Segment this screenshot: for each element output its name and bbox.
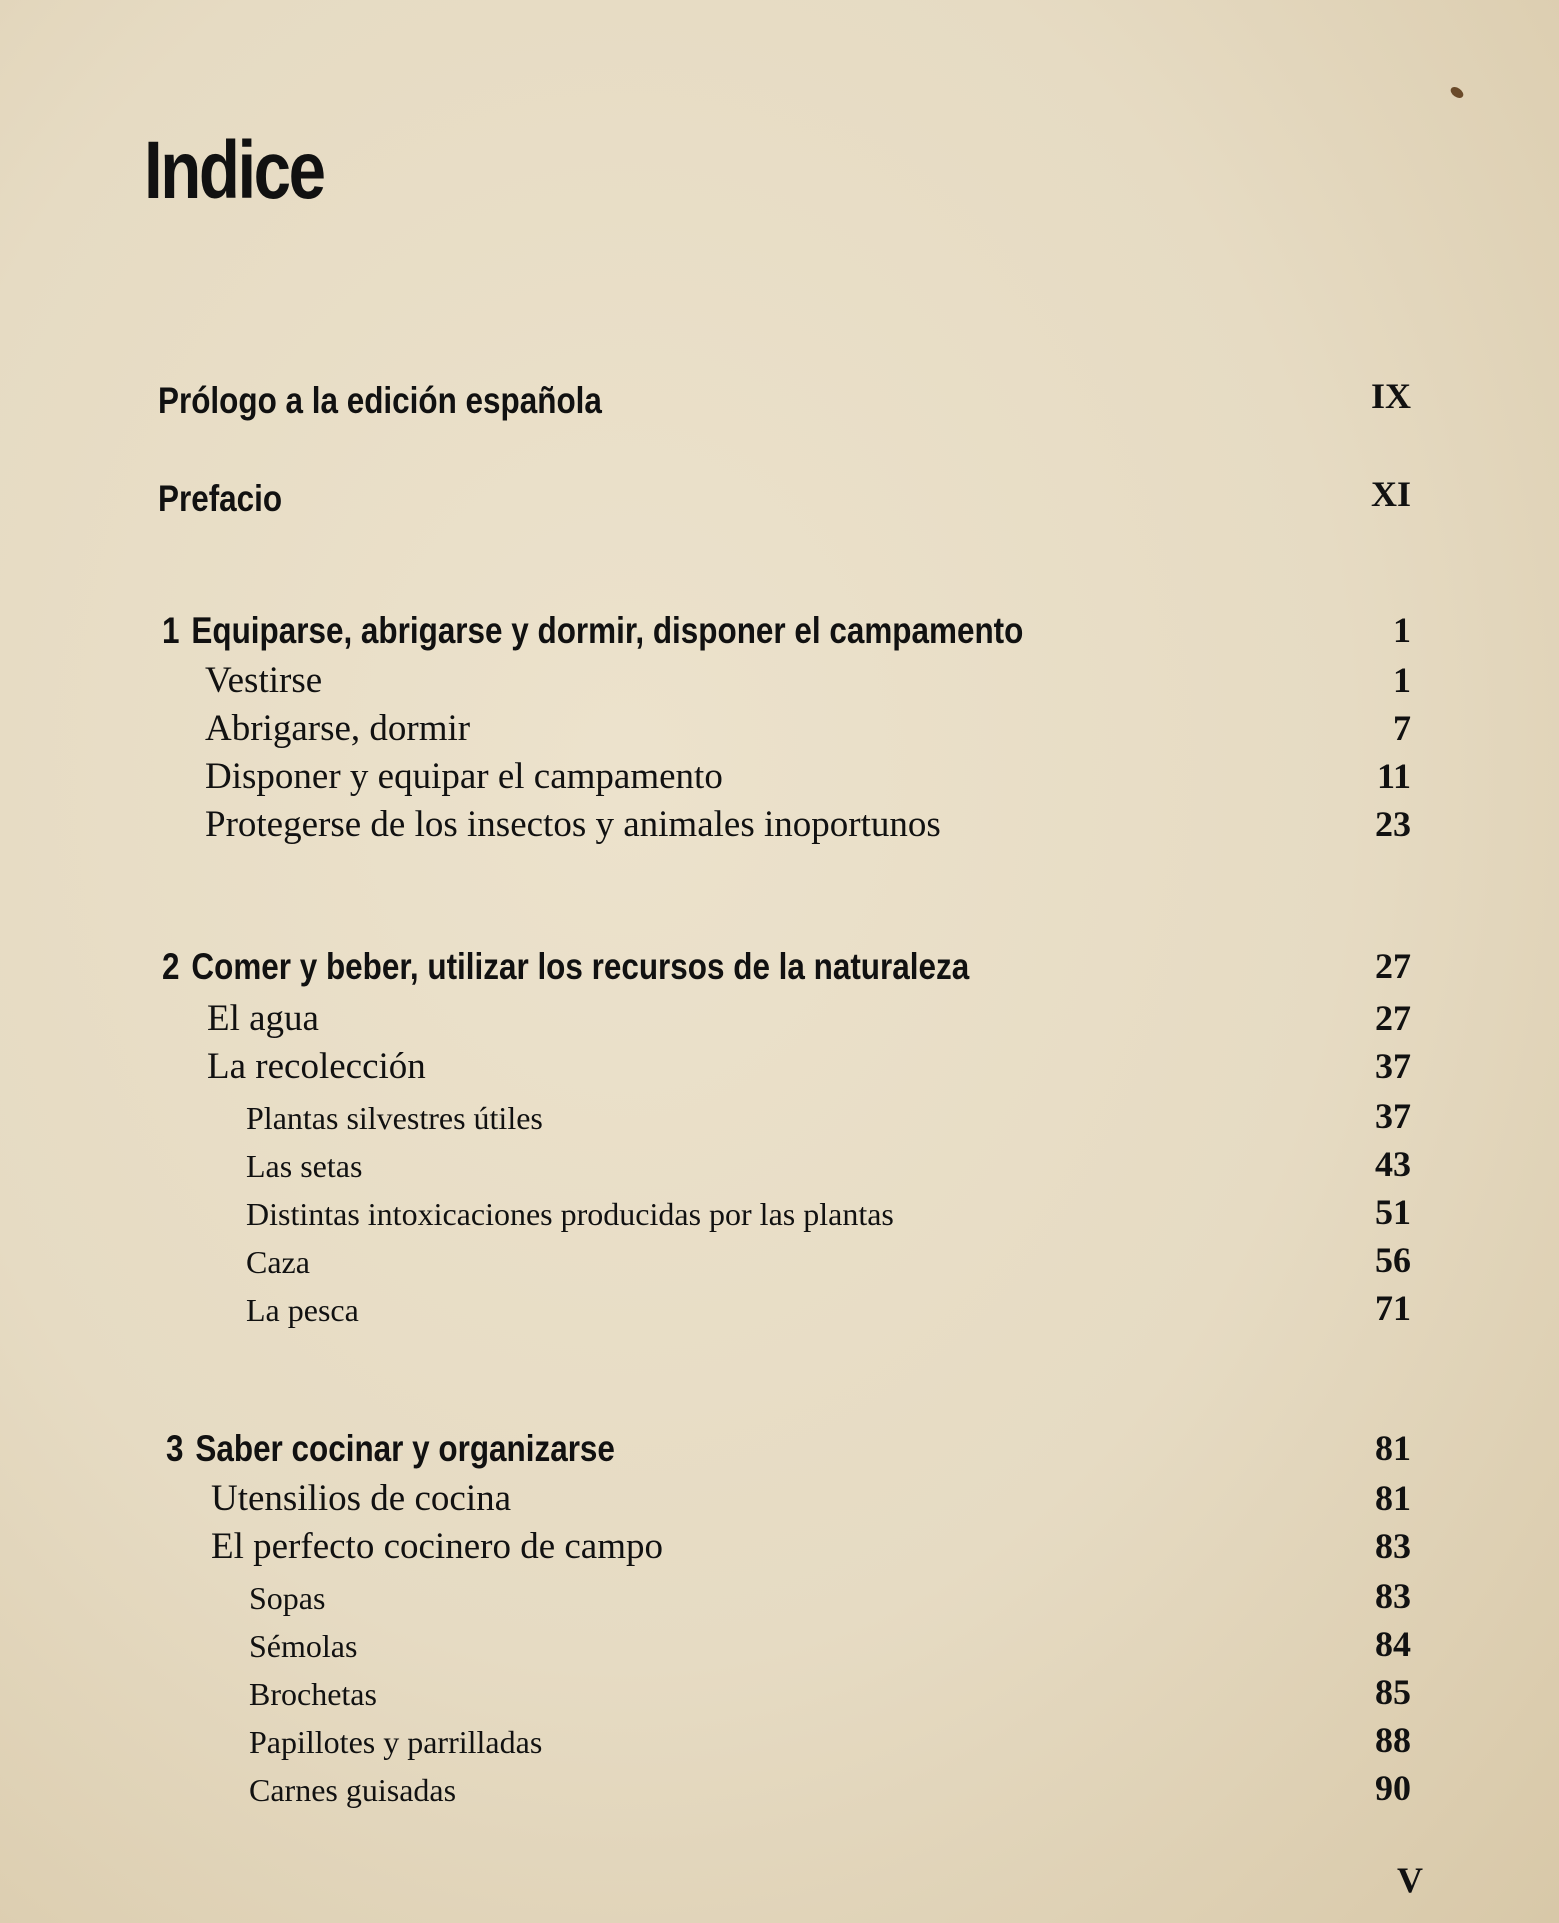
- toc-entry-label: Papillotes y parrilladas: [249, 1724, 543, 1760]
- toc-page-number: IX: [1370, 376, 1411, 416]
- toc-entry-label: Distintas intoxicaciones producidas por las plantas: [246, 1196, 894, 1232]
- toc-section: [0, 1000, 1559, 1048]
- toc-page-number: 90: [1375, 1768, 1411, 1808]
- toc-chapter-heading: [0, 612, 1559, 660]
- toc-subsection: [0, 1242, 1559, 1290]
- toc-entry-label: Vestirse: [205, 660, 323, 701]
- toc-page-number: 11: [1376, 756, 1411, 796]
- toc-page-number: 37: [1375, 1046, 1411, 1086]
- toc-page-number: 83: [1375, 1526, 1411, 1566]
- toc-entry-label: Abrigarse, dormir: [205, 708, 471, 749]
- toc-page-number: 56: [1375, 1240, 1411, 1280]
- toc-entry-label: Las setas: [246, 1148, 363, 1184]
- toc-entry-label: Sémolas: [249, 1628, 358, 1664]
- toc-subsection: [0, 1098, 1559, 1146]
- toc-subsection: [0, 1626, 1559, 1674]
- toc-page-number: 27: [1375, 998, 1411, 1038]
- toc-page-number: 85: [1375, 1672, 1411, 1712]
- toc-page-number: 84: [1375, 1624, 1411, 1664]
- toc-page-number: 23: [1375, 804, 1411, 844]
- toc-entry-label: La pesca: [246, 1292, 359, 1328]
- toc-section: [0, 1048, 1559, 1096]
- toc-subsection: [0, 1578, 1559, 1626]
- toc-chapter-heading: [0, 948, 1559, 996]
- toc-page-number: 51: [1375, 1192, 1411, 1232]
- toc-page-number: 1: [1393, 660, 1411, 700]
- toc-page-number: 27: [1375, 946, 1411, 986]
- toc-section: [0, 806, 1559, 854]
- toc-entry-label: Disponer y equipar el campamento: [205, 756, 723, 797]
- toc-section: [0, 1480, 1559, 1528]
- page-folio: [0, 1862, 1559, 1910]
- toc-subsection: [0, 1722, 1559, 1770]
- toc-section: [0, 662, 1559, 710]
- toc-page-number: 88: [1375, 1720, 1411, 1760]
- toc-section: [0, 710, 1559, 758]
- chapter-title: [162, 612, 1023, 649]
- chapter-number: 1: [162, 610, 180, 651]
- chapter-title-text: Comer y beber, utilizar los recursos de la naturaleza: [191, 946, 970, 987]
- toc-subsection: [0, 1770, 1559, 1818]
- toc-front-entry: [0, 476, 1559, 524]
- toc-subsection: [0, 1146, 1559, 1194]
- toc-entry-label: Plantas silvestres útiles: [246, 1100, 543, 1136]
- page-title: Indice: [144, 125, 324, 216]
- toc-section: [0, 758, 1559, 806]
- toc-entry-label: Prefacio: [158, 478, 283, 519]
- toc-page-number: 7: [1393, 708, 1411, 748]
- toc-entry-label: Sopas: [249, 1580, 326, 1616]
- toc-page-number: 37: [1375, 1096, 1411, 1136]
- chapter-number: 3: [166, 1428, 184, 1469]
- toc-entry-label: El perfecto cocinero de campo: [211, 1526, 663, 1567]
- chapter-number: 2: [162, 946, 180, 987]
- toc-page-number: 1: [1393, 610, 1411, 650]
- toc-entry-label: Brochetas: [249, 1676, 377, 1712]
- toc-page-number: 81: [1375, 1478, 1411, 1518]
- toc-entry-label: La recolección: [207, 1046, 426, 1087]
- chapter-title: [166, 1430, 615, 1467]
- toc-page-number: 71: [1375, 1288, 1411, 1328]
- toc-entry-label: Carnes guisadas: [249, 1772, 457, 1808]
- chapter-title-text: Saber cocinar y organizarse: [195, 1428, 615, 1469]
- toc-entry-label: El agua: [207, 998, 319, 1039]
- toc-section: [0, 1528, 1559, 1576]
- toc-entry-label: Prólogo a la edición española: [158, 380, 602, 421]
- ink-speck: [1449, 85, 1466, 100]
- toc-chapter-heading: [0, 1430, 1559, 1478]
- toc-entry-label: Protegerse de los insectos y animales inoportunos: [205, 804, 941, 845]
- toc-entry-label: Utensilios de cocina: [211, 1478, 512, 1519]
- toc-page-number: 81: [1375, 1428, 1411, 1468]
- toc-page-number: 83: [1375, 1576, 1411, 1616]
- toc-subsection: [0, 1194, 1559, 1242]
- toc-entry-label: Caza: [246, 1244, 310, 1280]
- chapter-title-text: Equiparse, abrigarse y dormir, disponer el campamento: [191, 610, 1024, 651]
- toc-subsection: [0, 1674, 1559, 1722]
- toc-subsection: [0, 1290, 1559, 1338]
- toc-page-number: XI: [1370, 474, 1411, 514]
- toc-page-number: 43: [1375, 1144, 1411, 1184]
- chapter-title: [162, 948, 969, 985]
- folio-number: V: [1397, 1860, 1423, 1900]
- toc-front-entry: [0, 378, 1559, 426]
